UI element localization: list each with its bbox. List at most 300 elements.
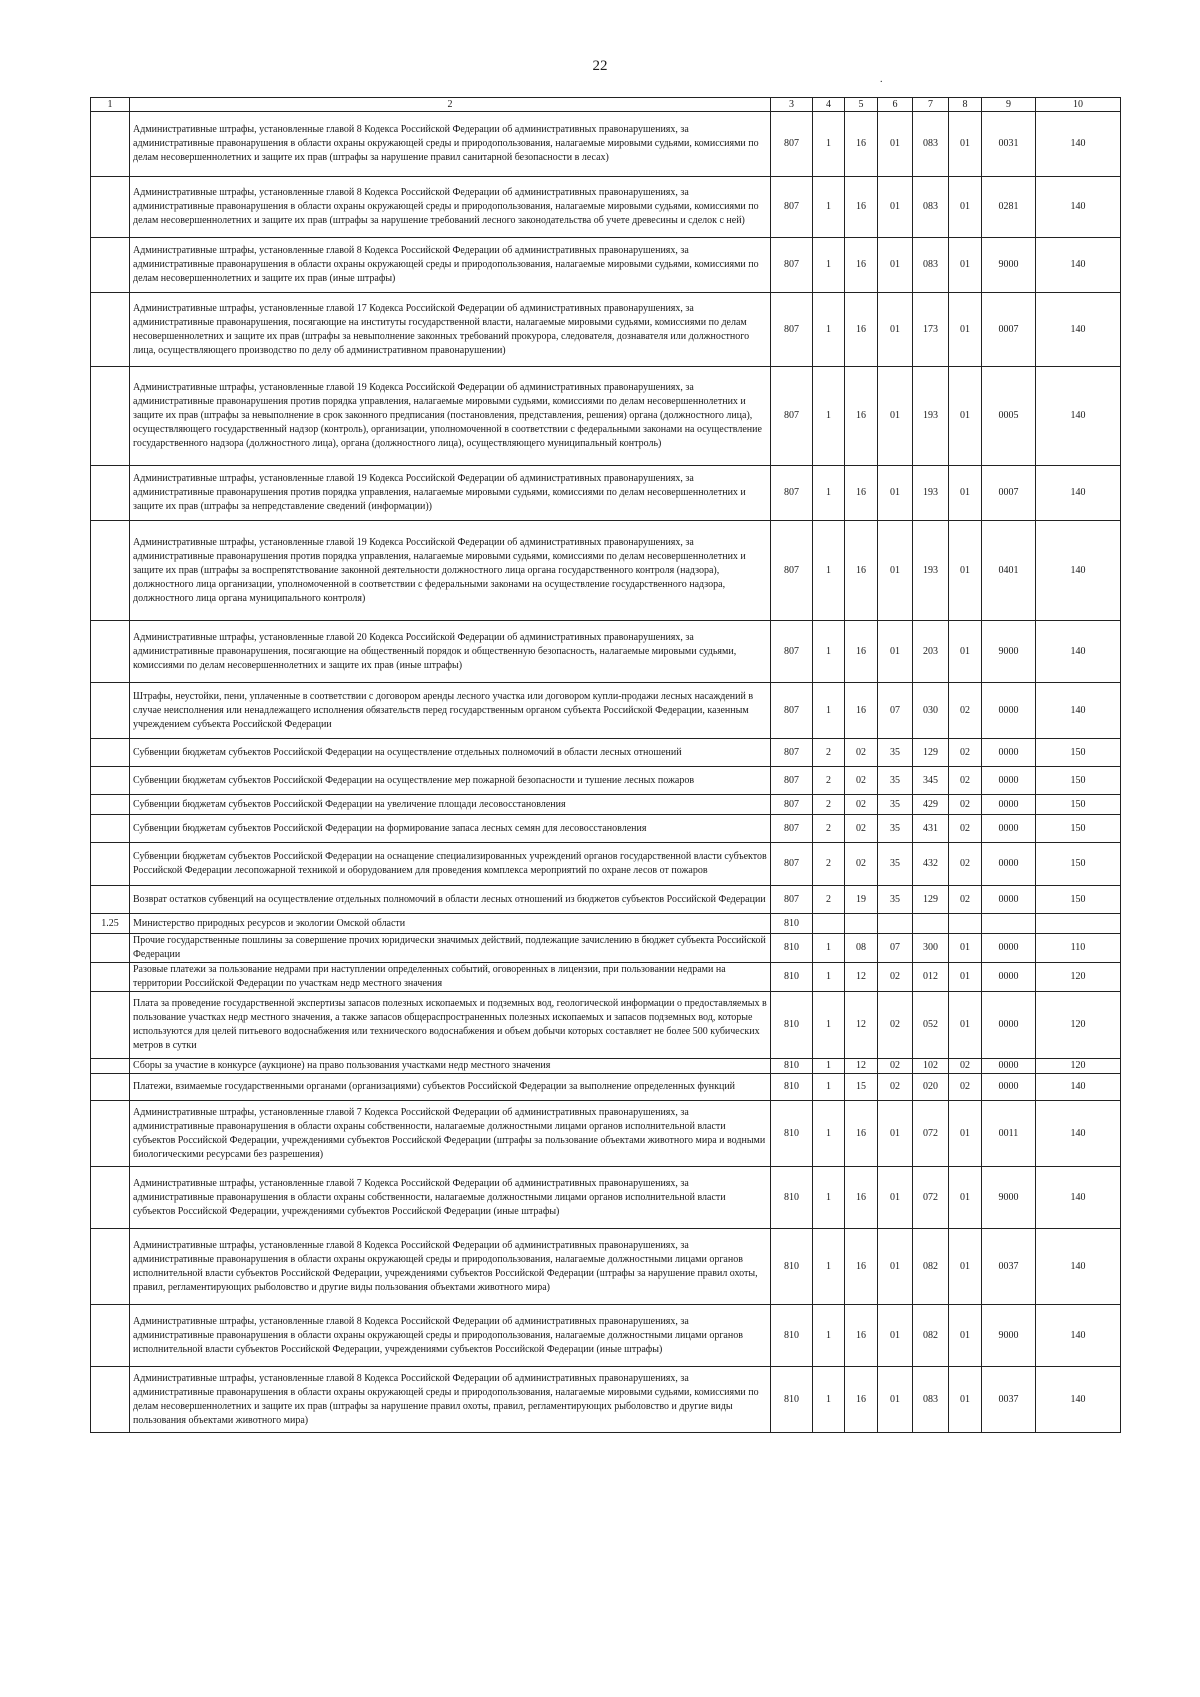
program-code: 0000 bbox=[982, 1059, 1036, 1074]
program-code: 9000 bbox=[982, 1167, 1036, 1229]
table-row bbox=[91, 843, 1121, 886]
classification-code: 140 bbox=[1036, 1305, 1121, 1367]
element-code: 01 bbox=[949, 621, 982, 683]
classification-code: 140 bbox=[1036, 367, 1121, 466]
classification-code: 120 bbox=[1036, 963, 1121, 992]
classification-code: 140 bbox=[1036, 1167, 1121, 1229]
admin-code: 807 bbox=[771, 238, 813, 293]
subgroup-code: 16 bbox=[845, 621, 878, 683]
admin-code: 807 bbox=[771, 767, 813, 795]
group-code: 1 bbox=[813, 621, 845, 683]
subgroup-code: 12 bbox=[845, 992, 878, 1059]
subarticle-code: 193 bbox=[913, 521, 949, 621]
subarticle-code: 083 bbox=[913, 112, 949, 177]
table-row bbox=[91, 795, 1121, 815]
classification-code: 110 bbox=[1036, 934, 1121, 963]
element-code: 01 bbox=[949, 238, 982, 293]
subgroup-code: 16 bbox=[845, 238, 878, 293]
group-code: 1 bbox=[813, 367, 845, 466]
element-code: 01 bbox=[949, 934, 982, 963]
article-code: 01 bbox=[878, 367, 913, 466]
row-number bbox=[91, 112, 130, 177]
table-row bbox=[91, 767, 1121, 795]
group-code: 1 bbox=[813, 1367, 845, 1433]
program-code: 9000 bbox=[982, 621, 1036, 683]
row-number bbox=[91, 1305, 130, 1367]
row-number bbox=[91, 621, 130, 683]
column-number-header: 6 bbox=[878, 98, 913, 112]
program-code: 0011 bbox=[982, 1101, 1036, 1167]
table-row bbox=[91, 1059, 1121, 1074]
group-code: 2 bbox=[813, 843, 845, 886]
admin-code: 810 bbox=[771, 934, 813, 963]
income-description: Субвенции бюджетам субъектов Российской Федерации на осуществление мер пожарной безопасности и тушение лесных пожаров bbox=[130, 767, 771, 795]
table-row bbox=[91, 1167, 1121, 1229]
income-description: Административные штрафы, установленные главой 19 Кодекса Российской Федерации об административных правонарушениях, за административные правонарушения против порядка управления, налагаемые мировыми судьями, комиссиями по делам несовершеннолетних и защите их прав (штрафы за воспрепятствование законной деятельности должностного лица органа государственного контроля (надзора), должностного лица организации, уполномоченной в соответствии с федеральными законами на осуществление государственного надзора, должностного лица органа муниципального контроля) bbox=[130, 521, 771, 621]
classification-code: 140 bbox=[1036, 1367, 1121, 1433]
admin-code: 807 bbox=[771, 521, 813, 621]
admin-code: 810 bbox=[771, 1074, 813, 1101]
article-code: 01 bbox=[878, 521, 913, 621]
classification-code: 140 bbox=[1036, 1101, 1121, 1167]
classification-code: 140 bbox=[1036, 683, 1121, 739]
element-code: 01 bbox=[949, 466, 982, 521]
subgroup-code: 16 bbox=[845, 112, 878, 177]
program-code: 0000 bbox=[982, 795, 1036, 815]
subgroup-code: 16 bbox=[845, 1229, 878, 1305]
subgroup-code: 02 bbox=[845, 815, 878, 843]
row-number bbox=[91, 1367, 130, 1433]
income-description: Плата за проведение государственной экспертизы запасов полезных ископаемых и подземных вод, геологической информации о предоставляемых в пользование участках недр местного значения, а также запасов общераспространенных полезных ископаемых и запасов подземных вод, которые используются для целей питьевого водоснабжения или технического водоснабжения и объем добычи которых составляет не более 500 кубических метров в сутки bbox=[130, 992, 771, 1059]
group-code: 1 bbox=[813, 1167, 845, 1229]
admin-code: 807 bbox=[771, 795, 813, 815]
element-code: 01 bbox=[949, 112, 982, 177]
row-number bbox=[91, 1059, 130, 1074]
subarticle-code: 030 bbox=[913, 683, 949, 739]
subarticle-code: 203 bbox=[913, 621, 949, 683]
subgroup-code: 16 bbox=[845, 1101, 878, 1167]
element-code: 02 bbox=[949, 683, 982, 739]
row-number bbox=[91, 367, 130, 466]
subgroup-code: 02 bbox=[845, 767, 878, 795]
program-code: 0281 bbox=[982, 177, 1036, 238]
group-code: 1 bbox=[813, 683, 845, 739]
article-code bbox=[878, 914, 913, 934]
element-code: 02 bbox=[949, 886, 982, 914]
group-code: 1 bbox=[813, 992, 845, 1059]
admin-code: 807 bbox=[771, 886, 813, 914]
subarticle-code: 020 bbox=[913, 1074, 949, 1101]
classification-code: 150 bbox=[1036, 886, 1121, 914]
income-description: Административные штрафы, установленные главой 20 Кодекса Российской Федерации об административных правонарушениях, за административные правонарушения, посягающие на общественный порядок и общественную безопасность, налагаемые мировыми судьями, комиссиями по делам несовершеннолетних и защите их прав (иные штрафы) bbox=[130, 621, 771, 683]
article-code: 35 bbox=[878, 767, 913, 795]
group-code: 1 bbox=[813, 1101, 845, 1167]
program-code: 0007 bbox=[982, 293, 1036, 367]
element-code: 01 bbox=[949, 1167, 982, 1229]
table-row bbox=[91, 992, 1121, 1059]
column-number-header: 8 bbox=[949, 98, 982, 112]
group-code: 1 bbox=[813, 293, 845, 367]
subarticle-code: 193 bbox=[913, 367, 949, 466]
subgroup-code: 16 bbox=[845, 683, 878, 739]
column-number-header: 10 bbox=[1036, 98, 1121, 112]
row-number bbox=[91, 177, 130, 238]
page-number: 22 bbox=[592, 58, 608, 74]
income-description: Субвенции бюджетам субъектов Российской Федерации на формирование запаса лесных семян для лесовосстановления bbox=[130, 815, 771, 843]
row-number bbox=[91, 795, 130, 815]
classification-code: 140 bbox=[1036, 293, 1121, 367]
admin-code: 807 bbox=[771, 843, 813, 886]
table-row bbox=[91, 1074, 1121, 1101]
table-row bbox=[91, 739, 1121, 767]
row-number bbox=[91, 886, 130, 914]
row-number: 1.25 bbox=[91, 914, 130, 934]
income-description: Платежи, взимаемые государственными органами (организациями) субъектов Российской Федерации за выполнение определенных функций bbox=[130, 1074, 771, 1101]
element-code: 01 bbox=[949, 963, 982, 992]
article-code: 01 bbox=[878, 238, 913, 293]
subgroup-code: 16 bbox=[845, 177, 878, 238]
column-number-row bbox=[91, 98, 1121, 112]
admin-code: 807 bbox=[771, 112, 813, 177]
admin-code: 810 bbox=[771, 1305, 813, 1367]
row-number bbox=[91, 466, 130, 521]
table-row bbox=[91, 886, 1121, 914]
group-code: 2 bbox=[813, 739, 845, 767]
subgroup-code: 12 bbox=[845, 1059, 878, 1074]
table-row bbox=[91, 367, 1121, 466]
program-code: 0007 bbox=[982, 466, 1036, 521]
column-number-header: 5 bbox=[845, 98, 878, 112]
program-code: 0000 bbox=[982, 1074, 1036, 1101]
article-code: 35 bbox=[878, 886, 913, 914]
income-description: Субвенции бюджетам субъектов Российской Федерации на оснащение специализированных учреждений органов государственной власти субъектов Российской Федерации лесопожарной техникой и оборудованием для проведения комплекса мероприятий по охране лесов от пожаров bbox=[130, 843, 771, 886]
table-row bbox=[91, 293, 1121, 367]
row-number bbox=[91, 992, 130, 1059]
admin-code: 807 bbox=[771, 683, 813, 739]
column-number-header: 4 bbox=[813, 98, 845, 112]
article-code: 35 bbox=[878, 739, 913, 767]
group-code: 1 bbox=[813, 177, 845, 238]
classification-code: 120 bbox=[1036, 992, 1121, 1059]
admin-code: 807 bbox=[771, 621, 813, 683]
admin-code: 807 bbox=[771, 815, 813, 843]
subarticle-code: 432 bbox=[913, 843, 949, 886]
subarticle-code: 102 bbox=[913, 1059, 949, 1074]
subgroup-code: 16 bbox=[845, 1167, 878, 1229]
group-code: 1 bbox=[813, 1305, 845, 1367]
row-number bbox=[91, 815, 130, 843]
row-number bbox=[91, 1229, 130, 1305]
table-row bbox=[91, 914, 1121, 934]
subarticle-code: 012 bbox=[913, 963, 949, 992]
income-description: Административные штрафы, установленные главой 8 Кодекса Российской Федерации об административных правонарушениях, за административные правонарушения в области охраны окружающей среды и природопользования, налагаемые мировыми судьями, комиссиями по делам несовершеннолетних и защите их прав (штрафы за нарушение правил санитарной безопасности в лесах) bbox=[130, 112, 771, 177]
subarticle-code: 083 bbox=[913, 177, 949, 238]
table-row bbox=[91, 683, 1121, 739]
article-code: 01 bbox=[878, 1101, 913, 1167]
subarticle-code bbox=[913, 914, 949, 934]
group-code: 1 bbox=[813, 1074, 845, 1101]
subarticle-code: 173 bbox=[913, 293, 949, 367]
article-code: 02 bbox=[878, 992, 913, 1059]
table-row bbox=[91, 963, 1121, 992]
group-code: 1 bbox=[813, 466, 845, 521]
income-description: Штрафы, неустойки, пени, уплаченные в соответствии с договором аренды лесного участка или договором купли-продажи лесных насаждений в случае неисполнения или ненадлежащего исполнения обязательств перед государственным органом субъекта Российской Федерации, казенным учреждением субъекта Российской Федерации bbox=[130, 683, 771, 739]
program-code: 0000 bbox=[982, 739, 1036, 767]
element-code: 01 bbox=[949, 992, 982, 1059]
income-description: Сборы за участие в конкурсе (аукционе) на право пользования участками недр местного значения bbox=[130, 1059, 771, 1074]
element-code: 02 bbox=[949, 767, 982, 795]
admin-code: 807 bbox=[771, 739, 813, 767]
element-code bbox=[949, 914, 982, 934]
table-row bbox=[91, 934, 1121, 963]
row-number bbox=[91, 1101, 130, 1167]
program-code: 0000 bbox=[982, 992, 1036, 1059]
row-number bbox=[91, 843, 130, 886]
income-description: Административные штрафы, установленные главой 8 Кодекса Российской Федерации об административных правонарушениях, за административные правонарушения в области охраны окружающей среды и природопользования, налагаемые мировыми судьями, комиссиями по делам несовершеннолетних и защите их прав (штрафы за нарушение требований лесного законодательства об учете древесины и сделок с ней) bbox=[130, 177, 771, 238]
row-number bbox=[91, 683, 130, 739]
table-row bbox=[91, 1367, 1121, 1433]
admin-code: 810 bbox=[771, 914, 813, 934]
table-row bbox=[91, 112, 1121, 177]
article-code: 02 bbox=[878, 963, 913, 992]
group-code: 1 bbox=[813, 1059, 845, 1074]
income-description: Административные штрафы, установленные главой 8 Кодекса Российской Федерации об административных правонарушениях, за административные правонарушения в области охраны окружающей среды и природопользования, налагаемые должностными лицами органов исполнительной власти субъектов Российской Федерации, учреждениями субъектов Российской Федерации (иные штрафы) bbox=[130, 1305, 771, 1367]
row-number bbox=[91, 963, 130, 992]
table-row bbox=[91, 1305, 1121, 1367]
element-code: 01 bbox=[949, 1305, 982, 1367]
group-code: 1 bbox=[813, 963, 845, 992]
row-number bbox=[91, 293, 130, 367]
group-code: 1 bbox=[813, 521, 845, 621]
article-code: 35 bbox=[878, 795, 913, 815]
classification-code: 150 bbox=[1036, 843, 1121, 886]
admin-code: 807 bbox=[771, 466, 813, 521]
group-code bbox=[813, 914, 845, 934]
subgroup-code: 08 bbox=[845, 934, 878, 963]
table-row bbox=[91, 1101, 1121, 1167]
element-code: 02 bbox=[949, 1059, 982, 1074]
group-code: 1 bbox=[813, 112, 845, 177]
program-code: 0000 bbox=[982, 843, 1036, 886]
income-description: Разовые платежи за пользование недрами при наступлении определенных событий, оговоренных в лицензии, при пользовании недрами на территории Российской Федерации по участкам недр местного значения bbox=[130, 963, 771, 992]
admin-code: 807 bbox=[771, 293, 813, 367]
admin-code: 810 bbox=[771, 963, 813, 992]
article-code: 01 bbox=[878, 621, 913, 683]
element-code: 02 bbox=[949, 815, 982, 843]
row-number bbox=[91, 238, 130, 293]
admin-code: 807 bbox=[771, 367, 813, 466]
element-code: 01 bbox=[949, 367, 982, 466]
program-code: 0000 bbox=[982, 963, 1036, 992]
article-code: 01 bbox=[878, 112, 913, 177]
classification-code: 140 bbox=[1036, 521, 1121, 621]
subarticle-code: 193 bbox=[913, 466, 949, 521]
income-description: Возврат остатков субвенций на осуществление отдельных полномочий в области лесных отношений из бюджетов субъектов Российской Федерации bbox=[130, 886, 771, 914]
element-code: 01 bbox=[949, 293, 982, 367]
row-number bbox=[91, 934, 130, 963]
table-row bbox=[91, 238, 1121, 293]
income-description: Административные штрафы, установленные главой 8 Кодекса Российской Федерации об административных правонарушениях, за административные правонарушения в области охраны окружающей среды и природопользования, налагаемые должностными лицами органов исполнительной власти субъектов Российской Федерации, учреждениями субъектов Российской Федерации (штрафы за нарушение правил охоты, правил, регламентирующих рыболовство и другие виды пользования объектами животного мира) bbox=[130, 1229, 771, 1305]
income-description: Административные штрафы, установленные главой 19 Кодекса Российской Федерации об административных правонарушениях, за административные правонарушения против порядка управления, налагаемые мировыми судьями, комиссиями по делам несовершеннолетних и защите их прав (штрафы за невыполнение в срок законного предписания (постановления, представления, решения) органа (должностного лица), осуществляющего государственный надзор (контроль), организации, уполномоченной в соответствии с федеральными законами на осуществление государственного надзора (должностного лица), органа (должностного лица), осуществляющего муниципальный контроль) bbox=[130, 367, 771, 466]
column-number-header: 7 bbox=[913, 98, 949, 112]
article-code: 01 bbox=[878, 1167, 913, 1229]
income-description: Министерство природных ресурсов и экологии Омской области bbox=[130, 914, 771, 934]
element-code: 02 bbox=[949, 795, 982, 815]
subarticle-code: 429 bbox=[913, 795, 949, 815]
article-code: 01 bbox=[878, 177, 913, 238]
admin-code: 810 bbox=[771, 992, 813, 1059]
program-code: 0037 bbox=[982, 1367, 1036, 1433]
group-code: 1 bbox=[813, 1229, 845, 1305]
group-code: 2 bbox=[813, 815, 845, 843]
subarticle-code: 083 bbox=[913, 1367, 949, 1433]
subarticle-code: 083 bbox=[913, 238, 949, 293]
classification-code: 140 bbox=[1036, 238, 1121, 293]
group-code: 2 bbox=[813, 795, 845, 815]
article-code: 01 bbox=[878, 1367, 913, 1433]
subgroup-code bbox=[845, 914, 878, 934]
admin-code: 810 bbox=[771, 1167, 813, 1229]
subarticle-code: 431 bbox=[913, 815, 949, 843]
classification-code: 140 bbox=[1036, 1074, 1121, 1101]
subgroup-code: 12 bbox=[845, 963, 878, 992]
subgroup-code: 19 bbox=[845, 886, 878, 914]
classification-code: 120 bbox=[1036, 1059, 1121, 1074]
table-row bbox=[91, 521, 1121, 621]
income-description: Административные штрафы, установленные главой 8 Кодекса Российской Федерации об административных правонарушениях, за административные правонарушения в области охраны окружающей среды и природопользования, налагаемые мировыми судьями, комиссиями по делам несовершеннолетних и защите их прав (иные штрафы) bbox=[130, 238, 771, 293]
subgroup-code: 15 bbox=[845, 1074, 878, 1101]
income-description: Прочие государственные пошлины за совершение прочих юридически значимых действий, подлежащие зачислению в бюджет субъекта Российской Федерации bbox=[130, 934, 771, 963]
article-code: 35 bbox=[878, 843, 913, 886]
table-row bbox=[91, 1229, 1121, 1305]
admin-code: 807 bbox=[771, 177, 813, 238]
column-number-header: 9 bbox=[982, 98, 1036, 112]
budget-classification-table bbox=[90, 97, 1121, 1433]
classification-code: 150 bbox=[1036, 739, 1121, 767]
income-description: Административные штрафы, установленные главой 8 Кодекса Российской Федерации об административных правонарушениях, за административные правонарушения в области охраны окружающей среды и природопользования, налагаемые мировыми судьями, комиссиями по делам несовершеннолетних и защите их прав (штрафы за нарушение правил охоты, правил, регламентирующих рыболовство и другие виды пользования объектами животного мира) bbox=[130, 1367, 771, 1433]
classification-code: 140 bbox=[1036, 621, 1121, 683]
subarticle-code: 072 bbox=[913, 1167, 949, 1229]
element-code: 01 bbox=[949, 1101, 982, 1167]
article-code: 01 bbox=[878, 293, 913, 367]
element-code: 01 bbox=[949, 1367, 982, 1433]
income-description: Административные штрафы, установленные главой 19 Кодекса Российской Федерации об административных правонарушениях, за административные правонарушения против порядка управления, налагаемые мировыми судьями, комиссиями по делам несовершеннолетних и защите их прав (штрафы за непредставление сведений (информации)) bbox=[130, 466, 771, 521]
income-description: Административные штрафы, установленные главой 17 Кодекса Российской Федерации об административных правонарушениях, за административные правонарушения, посягающие на институты государственной власти, налагаемые мировыми судьями, комиссиями по делам несовершеннолетних и защите их прав (штрафы за невыполнение законных требований прокурора, следователя, дознавателя или должностного лица, осуществляющего производство по делу об административном правонарушении) bbox=[130, 293, 771, 367]
subgroup-code: 02 bbox=[845, 795, 878, 815]
group-code: 1 bbox=[813, 934, 845, 963]
program-code bbox=[982, 914, 1036, 934]
article-code: 02 bbox=[878, 1074, 913, 1101]
row-number bbox=[91, 739, 130, 767]
classification-code: 140 bbox=[1036, 177, 1121, 238]
element-code: 02 bbox=[949, 843, 982, 886]
row-number bbox=[91, 1074, 130, 1101]
program-code: 0000 bbox=[982, 886, 1036, 914]
program-code: 9000 bbox=[982, 1305, 1036, 1367]
subgroup-code: 02 bbox=[845, 739, 878, 767]
subarticle-code: 345 bbox=[913, 767, 949, 795]
program-code: 0000 bbox=[982, 815, 1036, 843]
article-code: 02 bbox=[878, 1059, 913, 1074]
income-description: Субвенции бюджетам субъектов Российской Федерации на увеличение площади лесовосстановления bbox=[130, 795, 771, 815]
classification-code bbox=[1036, 914, 1121, 934]
program-code: 0037 bbox=[982, 1229, 1036, 1305]
article-code: 01 bbox=[878, 466, 913, 521]
group-code: 2 bbox=[813, 767, 845, 795]
classification-code: 140 bbox=[1036, 112, 1121, 177]
program-code: 0000 bbox=[982, 767, 1036, 795]
row-number bbox=[91, 767, 130, 795]
subarticle-code: 129 bbox=[913, 886, 949, 914]
admin-code: 810 bbox=[771, 1229, 813, 1305]
table-row bbox=[91, 621, 1121, 683]
income-description: Субвенции бюджетам субъектов Российской Федерации на осуществление отдельных полномочий в области лесных отношений bbox=[130, 739, 771, 767]
subarticle-code: 072 bbox=[913, 1101, 949, 1167]
element-code: 01 bbox=[949, 177, 982, 238]
subgroup-code: 16 bbox=[845, 293, 878, 367]
subgroup-code: 16 bbox=[845, 466, 878, 521]
program-code: 0401 bbox=[982, 521, 1036, 621]
classification-code: 150 bbox=[1036, 795, 1121, 815]
subgroup-code: 16 bbox=[845, 521, 878, 621]
classification-code: 150 bbox=[1036, 767, 1121, 795]
column-number-header: 3 bbox=[771, 98, 813, 112]
group-code: 1 bbox=[813, 238, 845, 293]
program-code: 9000 bbox=[982, 238, 1036, 293]
element-code: 02 bbox=[949, 1074, 982, 1101]
table-row bbox=[91, 177, 1121, 238]
admin-code: 810 bbox=[771, 1059, 813, 1074]
table-body bbox=[91, 112, 1121, 1433]
group-code: 2 bbox=[813, 886, 845, 914]
row-number bbox=[91, 1167, 130, 1229]
classification-code: 140 bbox=[1036, 1229, 1121, 1305]
admin-code: 810 bbox=[771, 1367, 813, 1433]
row-number bbox=[91, 521, 130, 621]
admin-code: 810 bbox=[771, 1101, 813, 1167]
subarticle-code: 082 bbox=[913, 1229, 949, 1305]
program-code: 0005 bbox=[982, 367, 1036, 466]
column-number-header: 2 bbox=[130, 98, 771, 112]
article-code: 07 bbox=[878, 683, 913, 739]
element-code: 01 bbox=[949, 521, 982, 621]
subarticle-code: 082 bbox=[913, 1305, 949, 1367]
article-code: 35 bbox=[878, 815, 913, 843]
stray-mark: . bbox=[880, 74, 883, 85]
article-code: 01 bbox=[878, 1305, 913, 1367]
subgroup-code: 02 bbox=[845, 843, 878, 886]
subgroup-code: 16 bbox=[845, 367, 878, 466]
subarticle-code: 300 bbox=[913, 934, 949, 963]
subarticle-code: 052 bbox=[913, 992, 949, 1059]
income-description: Административные штрафы, установленные главой 7 Кодекса Российской Федерации об административных правонарушениях, за административные правонарушения в области охраны собственности, налагаемые должностными лицами органов исполнительной власти субъектов Российской Федерации, учреждениями субъектов Российской Федерации (штрафы за пользование объектами животного мира и водными биологическими ресурсами без разрешения) bbox=[130, 1101, 771, 1167]
classification-code: 140 bbox=[1036, 466, 1121, 521]
program-code: 0000 bbox=[982, 683, 1036, 739]
column-number-header: 1 bbox=[91, 98, 130, 112]
element-code: 02 bbox=[949, 739, 982, 767]
table-row bbox=[91, 466, 1121, 521]
article-code: 01 bbox=[878, 1229, 913, 1305]
program-code: 0031 bbox=[982, 112, 1036, 177]
subgroup-code: 16 bbox=[845, 1367, 878, 1433]
program-code: 0000 bbox=[982, 934, 1036, 963]
table-row bbox=[91, 815, 1121, 843]
classification-code: 150 bbox=[1036, 815, 1121, 843]
element-code: 01 bbox=[949, 1229, 982, 1305]
subarticle-code: 129 bbox=[913, 739, 949, 767]
subgroup-code: 16 bbox=[845, 1305, 878, 1367]
article-code: 07 bbox=[878, 934, 913, 963]
